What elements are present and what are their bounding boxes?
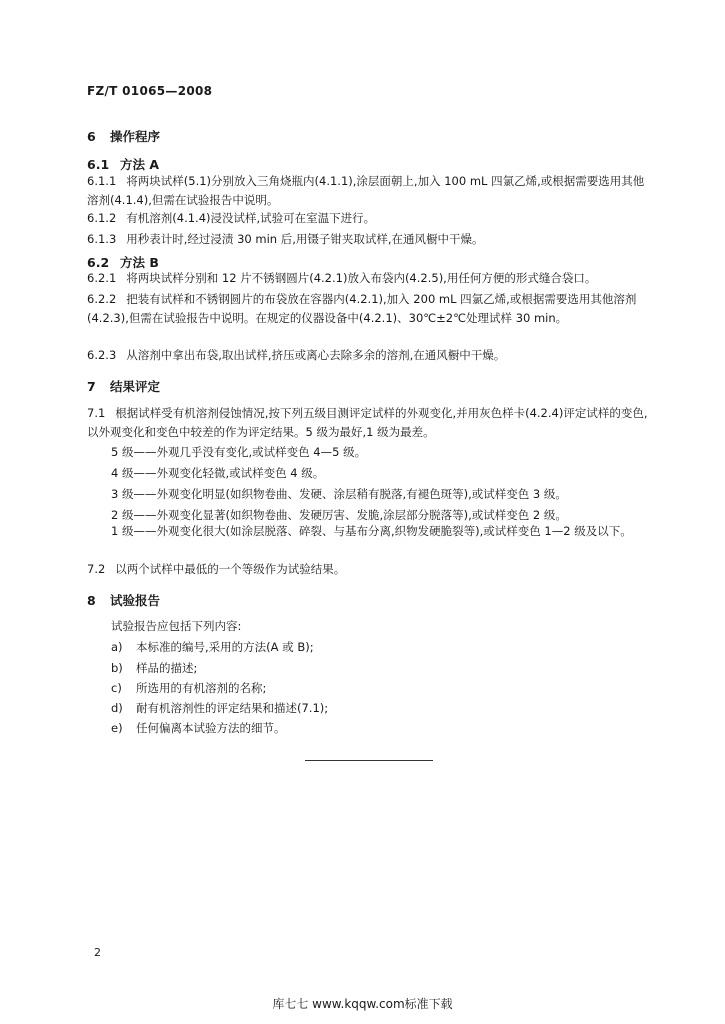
clause-6-1-1 xyxy=(87,172,654,209)
clause-6-2-3 xyxy=(87,346,654,365)
report-intro: 试验报告应包括下列内容: xyxy=(111,619,242,633)
report-item-a xyxy=(111,639,314,655)
report-item-c xyxy=(111,680,266,696)
clause-number: 6.2.2 xyxy=(87,292,117,306)
document-code: FZ/T 01065—2008 xyxy=(87,84,213,98)
list-marker: a) xyxy=(111,640,123,654)
grade-1: 1 级——外观变化很大(如涂层脱落、碎裂、与基布分离,织物发硬脆裂等),或试样变色 1—2 级及以下。 xyxy=(111,524,632,538)
clause-text: 用秒表计时,经过浸渍 30 min 后,用镊子钳夹取试样,在通风橱中干燥。 xyxy=(126,232,484,246)
clause-number: 7.1 xyxy=(87,406,106,420)
list-item-text: 本标准的编号,采用的方法(A 或 B); xyxy=(136,640,314,654)
clause-number: 6.2.1 xyxy=(87,271,117,285)
clause-7-2 xyxy=(87,560,654,579)
clause-text: 有机溶剂(4.1.4)浸没试样,试验可在室温下进行。 xyxy=(126,211,376,225)
clause-number: 6.1.3 xyxy=(87,232,117,246)
clause-6-2-1 xyxy=(87,269,654,288)
list-marker: d) xyxy=(111,701,123,715)
section-8-heading xyxy=(87,591,160,609)
clause-6-1-3 xyxy=(87,230,654,249)
section-number: 6 xyxy=(87,129,96,144)
section-title: 试验报告 xyxy=(110,593,161,608)
report-item-d xyxy=(111,700,328,716)
clause-6-1-2 xyxy=(87,209,654,228)
list-marker: c) xyxy=(111,681,122,695)
section-title: 方法 B xyxy=(120,255,159,270)
clause-text: 将两块试样(5.1)分别放入三角烧瓶内(4.1.1),涂层面朝上,加入 100 mL 四氯乙烯,或根据需要选用其他溶剂(4.1.4),但需在试验报告中说明。 xyxy=(87,174,645,207)
grade-5: 5 级——外观几乎没有变化,或试样变色 4—5 级。 xyxy=(111,445,367,459)
clause-7-1 xyxy=(87,404,654,441)
grade-3: 3 级——外观变化明显(如织物卷曲、发硬、涂层稍有脱落,有褪色斑等),或试样变色 3 级。 xyxy=(111,487,567,501)
clause-number: 6.2.3 xyxy=(87,348,117,362)
report-item-e xyxy=(111,720,286,736)
clause-number: 7.2 xyxy=(87,562,106,576)
report-item-b xyxy=(111,660,197,676)
clause-6-2-2 xyxy=(87,290,654,327)
list-item-text: 任何偏离本试验方法的细节。 xyxy=(136,721,286,735)
end-rule xyxy=(305,760,433,761)
clause-number: 6.1.1 xyxy=(87,174,117,188)
section-6-heading xyxy=(87,127,160,145)
grade-4: 4 级——外观变化轻微,或试样变色 4 级。 xyxy=(111,466,325,480)
list-item-text: 样品的描述; xyxy=(136,661,198,675)
clause-text: 从溶剂中拿出布袋,取出试样,挤压或离心去除多余的溶剂,在通风橱中干燥。 xyxy=(126,348,506,362)
footer-watermark: 库七七 www.kqqw.com标准下载 xyxy=(272,997,453,1011)
page-number: 2 xyxy=(94,946,101,959)
clause-text: 以两个试样中最低的一个等级作为试验结果。 xyxy=(115,562,346,576)
section-7-heading xyxy=(87,377,160,395)
section-title: 结果评定 xyxy=(110,379,161,394)
list-marker: e) xyxy=(111,721,123,735)
list-item-text: 耐有机溶剂性的评定结果和描述(7.1); xyxy=(136,701,329,715)
list-item-text: 所选用的有机溶剂的名称; xyxy=(136,681,267,695)
list-marker: b) xyxy=(111,661,123,675)
clause-text: 把装有试样和不锈钢圆片的布袋放在容器内(4.2.1),加入 200 mL 四氯乙烯,或根据需要选用其他溶剂(4.2.3),但需在试验报告中说明。在规定的仪器设备中(4.2.1)、30℃±2℃处理试样 30 min。 xyxy=(87,292,637,325)
section-6-1-heading xyxy=(87,155,159,173)
grade-2: 2 级——外观变化显著(如织物卷曲、发硬厉害、发脆,涂层部分脱落等),或试样变色 2 级。 xyxy=(111,508,567,522)
section-number: 8 xyxy=(87,593,96,608)
clause-number: 6.1.2 xyxy=(87,211,117,225)
section-title: 方法 A xyxy=(120,157,160,172)
section-number: 6.1 xyxy=(87,157,110,172)
clause-text: 根据试样受有机溶剂侵蚀情况,按下列五级目测评定试样的外观变化,并用灰色样卡(4.2.4)评定试样的变色,以外观变化和变色中较差的作为评定结果。5 级为最好,1 级为最差。 xyxy=(87,406,648,439)
clause-text: 将两块试样分别和 12 片不锈钢圆片(4.2.1)放入布袋内(4.2.5),用任何方便的形式缝合袋口。 xyxy=(126,271,597,285)
section-number: 7 xyxy=(87,379,96,394)
section-title: 操作程序 xyxy=(110,129,161,144)
section-number: 6.2 xyxy=(87,255,110,270)
